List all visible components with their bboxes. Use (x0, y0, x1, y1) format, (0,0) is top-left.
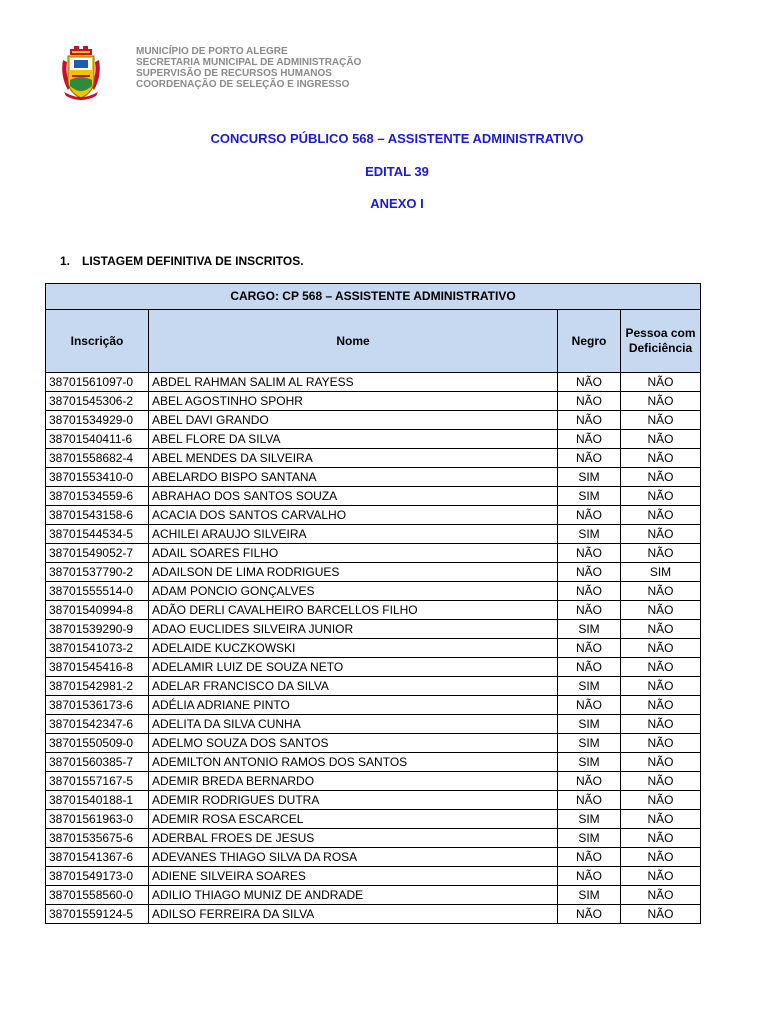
inscritos-table (45, 283, 701, 924)
cell-negro: NÃO (558, 905, 621, 924)
cell-nome: ADEMIR RODRIGUES DUTRA (149, 791, 558, 810)
cell-inscricao: 38701558560-0 (46, 886, 149, 905)
concurso-title: CONCURSO PÚBLICO 568 – ASSISTENTE ADMINISTRATIVO (210, 131, 584, 146)
cell-nome: ADAILSON DE LIMA RODRIGUES (149, 563, 558, 582)
cell-inscricao: 38701559124-5 (46, 905, 149, 924)
cell-inscricao: 38701534559-6 (46, 487, 149, 506)
cell-nome: ACACIA DOS SANTOS CARVALHO (149, 506, 558, 525)
cell-nome: ADELAR FRANCISCO DA SILVA (149, 677, 558, 696)
cell-pcd: NÃO (621, 696, 701, 715)
cell-negro: NÃO (558, 848, 621, 867)
table-row (46, 867, 701, 886)
table-row (46, 848, 701, 867)
table-row (46, 791, 701, 810)
cell-inscricao: 38701549052-7 (46, 544, 149, 563)
cell-inscricao: 38701545416-8 (46, 658, 149, 677)
cell-inscricao: 38701540411-6 (46, 430, 149, 449)
cell-nome: ADAO EUCLIDES SILVEIRA JUNIOR (149, 620, 558, 639)
cell-pcd: NÃO (621, 848, 701, 867)
cell-nome: ADILSO FERREIRA DA SILVA (149, 905, 558, 924)
cell-negro: NÃO (558, 696, 621, 715)
cell-pcd: NÃO (621, 525, 701, 544)
section-number: 1. (60, 254, 71, 268)
cell-nome: ABEL AGOSTINHO SPOHR (149, 392, 558, 411)
table-row (46, 753, 701, 772)
column-header-negro: Negro (558, 310, 621, 373)
table-row (46, 677, 701, 696)
table-row (46, 905, 701, 924)
cell-nome: ADERBAL FROES DE JESUS (149, 829, 558, 848)
cell-inscricao: 38701541073-2 (46, 639, 149, 658)
cell-negro: SIM (558, 715, 621, 734)
org-line-secretariat: SECRETARIA MUNICIPAL DE ADMINISTRAÇÃO (136, 57, 362, 68)
edital-title: EDITAL 39 (365, 164, 429, 179)
cell-pcd: NÃO (621, 810, 701, 829)
cargo-header: CARGO: CP 568 – ASSISTENTE ADMINISTRATIVO (46, 284, 701, 310)
table-row (46, 392, 701, 411)
cell-pcd: NÃO (621, 373, 701, 392)
org-line-municipality: MUNICÍPIO DE PORTO ALEGRE (136, 46, 288, 57)
cell-inscricao: 38701539290-9 (46, 620, 149, 639)
cell-pcd: NÃO (621, 753, 701, 772)
cell-pcd: NÃO (621, 639, 701, 658)
cell-pcd: NÃO (621, 677, 701, 696)
cell-inscricao: 38701535675-6 (46, 829, 149, 848)
table-row (46, 810, 701, 829)
cell-pcd: NÃO (621, 886, 701, 905)
cell-inscricao: 38701561963-0 (46, 810, 149, 829)
cell-pcd: NÃO (621, 601, 701, 620)
table-row (46, 829, 701, 848)
cell-nome: ABEL MENDES DA SILVEIRA (149, 449, 558, 468)
cell-pcd: NÃO (621, 620, 701, 639)
cell-inscricao: 38701540994-8 (46, 601, 149, 620)
table-row (46, 639, 701, 658)
cell-inscricao: 38701543158-6 (46, 506, 149, 525)
cell-nome: ADELAIDE KUCZKOWSKI (149, 639, 558, 658)
cell-negro: SIM (558, 468, 621, 487)
cell-nome: ABDEL RAHMAN SALIM AL RAYESS (149, 373, 558, 392)
cell-inscricao: 38701540188-1 (46, 791, 149, 810)
column-header-inscricao: Inscrição (46, 310, 149, 373)
table-body (46, 373, 701, 924)
cell-negro: NÃO (558, 449, 621, 468)
cell-negro: NÃO (558, 563, 621, 582)
cell-nome: ADAIL SOARES FILHO (149, 544, 558, 563)
cell-nome: ADEMIR BREDA BERNARDO (149, 772, 558, 791)
cell-inscricao: 38701545306-2 (46, 392, 149, 411)
cell-inscricao: 38701537790-2 (46, 563, 149, 582)
cell-inscricao: 38701549173-0 (46, 867, 149, 886)
organization-header (136, 46, 361, 90)
cell-pcd: NÃO (621, 392, 701, 411)
column-header-pcd: Pessoa com Deficiência (621, 310, 701, 373)
cell-negro: SIM (558, 677, 621, 696)
cell-inscricao: 38701541367-6 (46, 848, 149, 867)
cell-pcd: NÃO (621, 449, 701, 468)
table-row (46, 525, 701, 544)
table-row (46, 468, 701, 487)
table-row (46, 449, 701, 468)
cell-inscricao: 38701558682-4 (46, 449, 149, 468)
cell-inscricao: 38701555514-0 (46, 582, 149, 601)
cell-pcd: NÃO (621, 582, 701, 601)
cell-pcd: NÃO (621, 715, 701, 734)
cell-nome: ABEL DAVI GRANDO (149, 411, 558, 430)
cell-negro: NÃO (558, 392, 621, 411)
table-row (46, 544, 701, 563)
cell-negro: NÃO (558, 506, 621, 525)
cell-pcd: NÃO (621, 544, 701, 563)
table-row (46, 563, 701, 582)
cell-inscricao: 38701542347-6 (46, 715, 149, 734)
cell-pcd: NÃO (621, 658, 701, 677)
cell-nome: ADELAMIR LUIZ DE SOUZA NETO (149, 658, 558, 677)
cell-negro: NÃO (558, 658, 621, 677)
cell-negro: NÃO (558, 430, 621, 449)
table-row (46, 658, 701, 677)
cell-negro: NÃO (558, 639, 621, 658)
table-row (46, 886, 701, 905)
cell-nome: ADEVANES THIAGO SILVA DA ROSA (149, 848, 558, 867)
cell-nome: ADILIO THIAGO MUNIZ DE ANDRADE (149, 886, 558, 905)
cell-inscricao: 38701557167-5 (46, 772, 149, 791)
cell-pcd: NÃO (621, 468, 701, 487)
cell-pcd: NÃO (621, 867, 701, 886)
table-row (46, 772, 701, 791)
cell-pcd: NÃO (621, 905, 701, 924)
cell-nome: ADELMO SOUZA DOS SANTOS (149, 734, 558, 753)
cell-inscricao: 38701560385-7 (46, 753, 149, 772)
cell-negro: SIM (558, 734, 621, 753)
cell-negro: SIM (558, 620, 621, 639)
cell-pcd: NÃO (621, 411, 701, 430)
cell-nome: ADÉLIA ADRIANE PINTO (149, 696, 558, 715)
cell-negro: NÃO (558, 373, 621, 392)
cell-pcd: NÃO (621, 772, 701, 791)
cell-negro: NÃO (558, 791, 621, 810)
cell-negro: SIM (558, 829, 621, 848)
table-row (46, 506, 701, 525)
table-row (46, 620, 701, 639)
section-label: LISTAGEM DEFINITIVA DE INSCRITOS. (82, 254, 304, 268)
table-row (46, 430, 701, 449)
cargo-header-row (46, 284, 701, 310)
cell-negro: NÃO (558, 411, 621, 430)
anexo-title: ANEXO I (370, 196, 424, 211)
cell-pcd: NÃO (621, 430, 701, 449)
cell-inscricao: 38701536173-6 (46, 696, 149, 715)
porto-alegre-coat-of-arms-icon (60, 46, 102, 100)
table-row (46, 373, 701, 392)
table-row (46, 582, 701, 601)
cell-negro: SIM (558, 753, 621, 772)
table-row (46, 715, 701, 734)
table-row (46, 487, 701, 506)
org-line-coordination: COORDENAÇÃO DE SELEÇÃO E INGRESSO (136, 79, 350, 90)
cell-inscricao: 38701542981-2 (46, 677, 149, 696)
table-row (46, 601, 701, 620)
org-line-supervision: SUPERVISÃO DE RECURSOS HUMANOS (136, 68, 332, 79)
cell-pcd: NÃO (621, 734, 701, 753)
cell-inscricao: 38701553410-0 (46, 468, 149, 487)
cell-nome: ABEL FLORE DA SILVA (149, 430, 558, 449)
cell-negro: SIM (558, 886, 621, 905)
cell-inscricao: 38701534929-0 (46, 411, 149, 430)
cell-negro: SIM (558, 810, 621, 829)
cell-nome: ADEMIR ROSA ESCARCEL (149, 810, 558, 829)
cell-pcd: NÃO (621, 791, 701, 810)
cell-pcd: NÃO (621, 829, 701, 848)
cell-nome: ACHILEI ARAUJO SILVEIRA (149, 525, 558, 544)
cell-pcd: NÃO (621, 487, 701, 506)
cell-inscricao: 38701550509-0 (46, 734, 149, 753)
section-heading (60, 254, 304, 268)
cell-negro: SIM (558, 525, 621, 544)
cell-negro: NÃO (558, 582, 621, 601)
cell-nome: ABELARDO BISPO SANTANA (149, 468, 558, 487)
cell-nome: ADEMILTON ANTONIO RAMOS DOS SANTOS (149, 753, 558, 772)
cell-nome: ADIENE SILVEIRA SOARES (149, 867, 558, 886)
cell-nome: ADELITA DA SILVA CUNHA (149, 715, 558, 734)
table-row (46, 696, 701, 715)
table-row (46, 411, 701, 430)
cell-nome: ADÃO DERLI CAVALHEIRO BARCELLOS FILHO (149, 601, 558, 620)
column-header-nome: Nome (149, 310, 558, 373)
cell-negro: NÃO (558, 867, 621, 886)
cell-nome: ADAM PONCIO GONÇALVES (149, 582, 558, 601)
cell-negro: NÃO (558, 601, 621, 620)
cell-negro: NÃO (558, 544, 621, 563)
cell-inscricao: 38701561097-0 (46, 373, 149, 392)
cell-nome: ABRAHAO DOS SANTOS SOUZA (149, 487, 558, 506)
cell-pcd: SIM (621, 563, 701, 582)
cell-negro: NÃO (558, 772, 621, 791)
cell-negro: SIM (558, 487, 621, 506)
cell-pcd: NÃO (621, 506, 701, 525)
column-header-row (46, 310, 701, 373)
table-row (46, 734, 701, 753)
cell-inscricao: 38701544534-5 (46, 525, 149, 544)
